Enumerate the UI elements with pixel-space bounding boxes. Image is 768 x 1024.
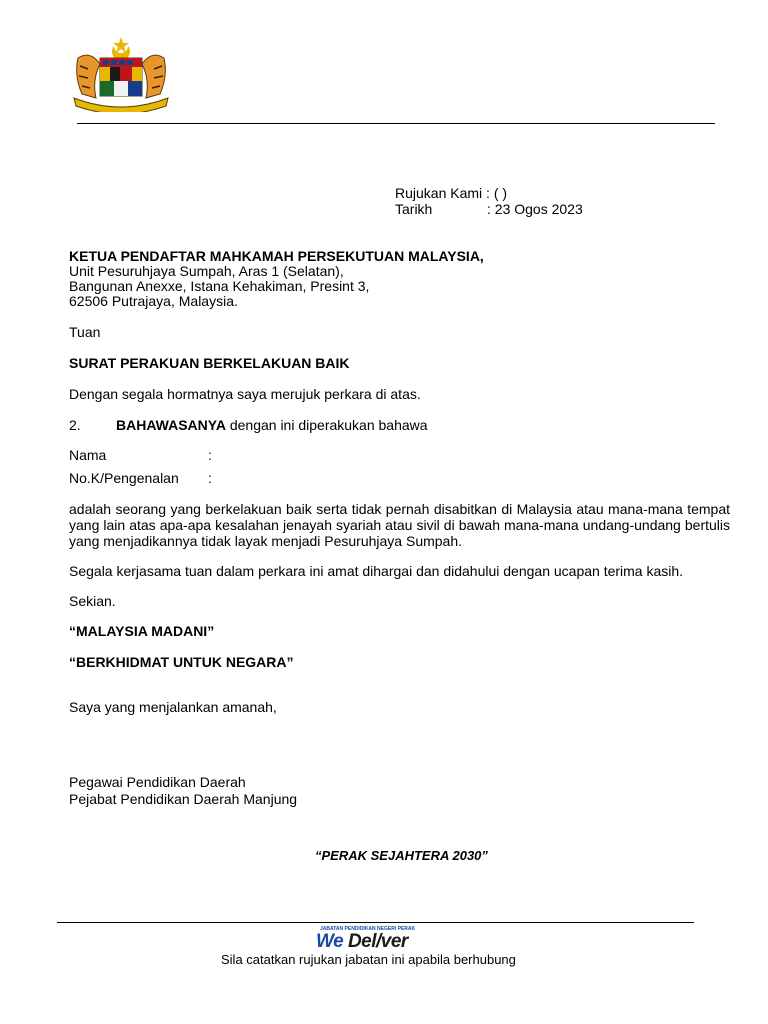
footer-rule [57,922,694,923]
body-paragraph: adalah seorang yang berkelakuan baik serta tidak pernah disabitkan di Malaysia atau mana-mana tempat yang lain atas apa-apa kesalahan jenayah syariah atau sivil di bawah mana-mana undang-undang bertulis yang menjadikannya tidak layak menjadi Pesuruhjaya Sumpah. [69,501,730,549]
intro-paragraph: Dengan segala hormatnya saya merujuk perkara di atas. [69,386,421,402]
para2-rest: dengan ini diperakukan bahawa [225,417,428,433]
para2-bold: BAHAWASANYA [116,417,226,433]
sign-off: Saya yang menjalankan amanah, [69,699,277,715]
para2-number: 2. [69,417,81,433]
footer-note: Sila catatkan rujukan jabatan ini apabila berhubung [221,952,516,967]
signatory-position: Pegawai Pendidikan Daerah [69,774,246,790]
recipient-title: KETUA PENDAFTAR MAHKAMAH PERSEKUTUAN MALAYSIA, [69,248,484,264]
thanks-paragraph: Segala kerjasama tuan dalam perkara ini amat dihargai dan didahului dengan ucapan terima kasih. [69,563,684,579]
logo-deliver: Del/ver [347,931,408,952]
nama-label: Nama [69,447,107,463]
signatory-office: Pejabat Pendidikan Daerah Manjung [69,791,298,807]
closing: Sekian. [69,593,116,609]
coat-of-arms [70,36,172,112]
tarikh-label: Tarikh [395,201,433,217]
rujukan-line: Rujukan Kami : ( ) [395,185,508,201]
logo-we: We [316,931,344,952]
motto-berkhidmat: “BERKHIDMAT UNTUK NEGARA” [69,654,294,670]
salutation: Tuan [69,324,101,340]
motto-malaysia-madani: “MALAYSIA MADANI” [69,623,215,639]
recipient-address-1: Unit Pesuruhjaya Sumpah, Aras 1 (Selatan), [69,263,344,279]
nama-colon: : [208,447,212,463]
we-deliver-logo [316,926,446,954]
para2-text [116,417,428,433]
recipient-address-3: 62506 Putrajaya, Malaysia. [69,293,238,309]
recipient-address-2: Bangunan Anexxe, Istana Kehakiman, Presint 3, [69,278,370,294]
ic-label: No.K/Pengenalan [69,470,179,486]
ic-colon: : [208,470,212,486]
subject: SURAT PERAKUAN BERKELAKUAN BAIK [69,355,350,371]
logo-small-text: JABATAN PENDIDIKAN NEGERI PERAK [320,926,416,932]
header-rule [77,123,715,124]
tarikh-value: : 23 Ogos 2023 [487,201,583,217]
perak-slogan: “PERAK SEJAHTERA 2030” [315,848,488,863]
